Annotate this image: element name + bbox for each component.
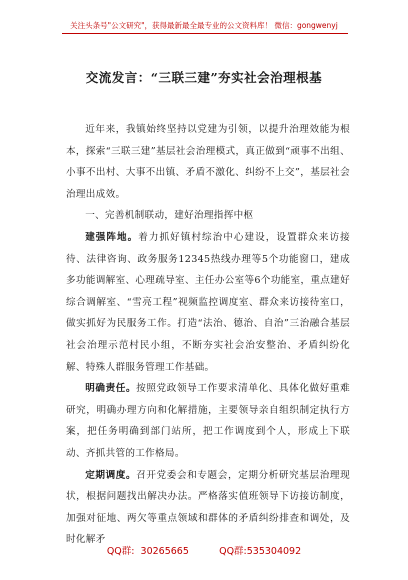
header-banner: 关注头条号"公文研究"，获得最新最全最专业的公文资料库！ 微信：gongwenyj	[70, 21, 338, 30]
paragraph-keyword: 定期调度。	[85, 469, 137, 481]
footer-contact	[0, 543, 408, 557]
paragraph-text: 召开党委会和专题会，定期分析研究基层治理现状，根据问题找出解决办法。严格落实值班领导下访接访制度，加强对征地、两欠等重点领域和群体的矛盾纠纷排查和调处，及时化解矛	[66, 469, 350, 546]
paragraph-regular-dispatch	[66, 465, 350, 551]
paragraph-build-positions	[66, 227, 350, 378]
paragraph-text: 按照党政领导工作要求清单化、具体化做好重难研究，明确办理方向和化解措施，主要领导亲自组织制定执行方案，把任务明确到部门站所，把工作调度到个人，形成上下联动、齐抓共管的工作格局。	[66, 383, 350, 459]
document-title: 交流发言：“三联三建”夯实社会治理根基	[85, 70, 323, 85]
footer-qq-group-1: QQ群: 30265665	[106, 546, 189, 557]
footer-qq-group-2: QQ群:535304092	[219, 546, 302, 557]
header-divider	[62, 33, 348, 34]
document-body	[66, 119, 350, 551]
paragraph-keyword: 建强阵地。	[85, 231, 139, 243]
paragraph-text: 着力抓好镇村综治中心建设，设置群众来访接待、法律咨询、政务服务12345热线办理等5个功能窗口，建成多功能调解室、心理疏导室、主任办公室等6个功能室，重点建好综合调解室、“雪亮工程”视频监控调度室、群众来访接待室口，做实抓好为民服务工作。打造“法治、德治、自治”三治融合基层社会治理示范村民小组，不断夯实社会治安整治、矛盾纠纷化解、特殊人群服务管理工作基础。	[66, 231, 351, 373]
intro-paragraph: 近年来，我镇始终坚持以党建为引领，以提升治理效能为根本，探索“三联三建”基层社会治理模式，真正做到“顽事不出组、小事不出村、大事不出镇、矛盾不激化、纠纷不上交”，基层社会治理出成效。	[66, 124, 350, 200]
paragraph-keyword: 明确责任。	[85, 383, 137, 395]
section-heading: 一、完善机制联动，建好治理指挥中枢	[85, 210, 254, 222]
paragraph-clarify-duties	[66, 378, 350, 464]
